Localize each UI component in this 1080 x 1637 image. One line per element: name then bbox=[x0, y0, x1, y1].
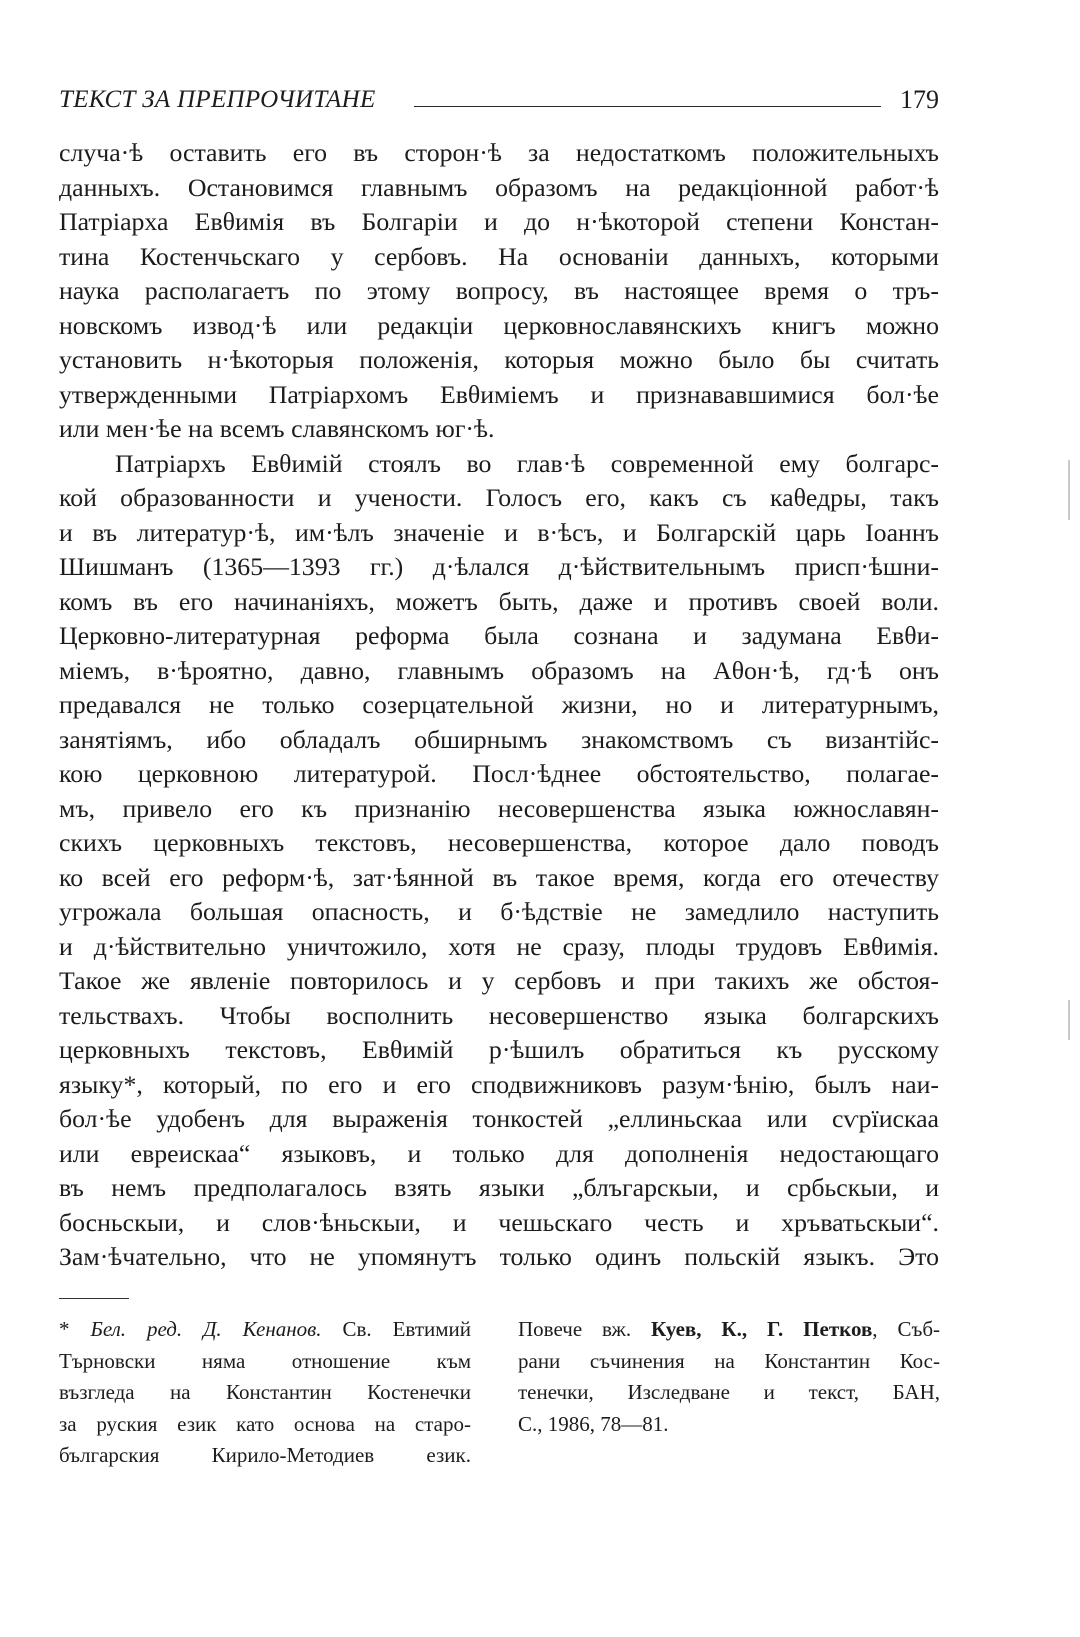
text-line: тельствахъ. Чтобы восполнить несовершенство языка болгарскихъ bbox=[59, 1000, 939, 1030]
footnote-marker: * bbox=[59, 1317, 70, 1341]
text-line: босньскыи, и слов·ѣньскыи, и чешьскаго честь и хръватьскыи“. bbox=[59, 1207, 939, 1237]
footnote-line: Търновски няма отношение към bbox=[59, 1348, 471, 1373]
text-line: кой образованности и учености. Голосъ его, какъ съ каθедры, такъ bbox=[59, 483, 939, 512]
text-line: языку*, который, по его и его сподвижниковъ разум·ѣнію, былъ наи- bbox=[59, 1069, 939, 1099]
text-line: міемъ, в·ѣроятно, давно, главнымъ образомъ на Аθон·ѣ, гд·ѣ онъ bbox=[59, 655, 939, 685]
text-line: Зам·ѣчательно, что не упомянутъ только одинъ польскій языкъ. Это bbox=[59, 1242, 939, 1271]
text-line: церковныхъ текстовъ, Евθимій р·ѣшилъ обратиться къ русскому bbox=[59, 1035, 939, 1064]
scan-edge-mark bbox=[1068, 460, 1070, 520]
footnote-line: възгледа на Константин Костенечки bbox=[59, 1380, 471, 1404]
text-line: и въ литератур·ѣ, им·ѣлъ значеніе и в·ѣсъ, и Болгарскій царь Іоаннъ bbox=[59, 517, 939, 547]
text-line: Патріарха Евθимія въ Болгаріи и до н·ѣкоторой степени Констан- bbox=[59, 207, 939, 236]
text-line: ко всей его реформ·ѣ, зат·ѣянной въ такое время, когда его отечеству bbox=[59, 862, 939, 892]
text-line: Шишманъ (1365—1393 гг.) д·ѣлался д·ѣйствительнымъ присп·ѣшни- bbox=[59, 552, 939, 581]
text-line: мъ, привело его къ признанію несовершенства языка южнославян- bbox=[59, 793, 939, 823]
text-line: тина Костенчьскаго у сербовъ. На основаніи данныхъ, которыми bbox=[59, 241, 939, 271]
page-number: 179 bbox=[900, 85, 939, 114]
running-head-rule bbox=[414, 106, 881, 107]
footnote-text: , Съб- bbox=[872, 1317, 940, 1341]
running-head-title: ТЕКСТ ЗА ПРЕПРОЧИТАНЕ bbox=[59, 86, 376, 113]
text-line: бол·ѣе удобенъ для выраженія тонкостей „еллиньскаа или сѵрїискаа bbox=[59, 1104, 939, 1133]
text-line: въ немъ предполагалось взять языки „блъгарскыи, и србьскыи, и bbox=[59, 1173, 939, 1202]
text-line: Церковно-литературная реформа была сознана и задумана Евθи- bbox=[59, 621, 939, 650]
text-line: скихъ церковныхъ текстовъ, несовершенства, которое дало поводъ bbox=[59, 828, 939, 857]
text-line: утвержденными Патріархомъ Евθиміемъ и признававшимися бол·ѣе bbox=[59, 379, 939, 409]
footnote-line bbox=[518, 1314, 940, 1346]
text-line: занятіямъ, ибо обладалъ обширнымъ знакомствомъ съ византійс- bbox=[59, 724, 939, 754]
footnote-line: С., 1986, 78—81. bbox=[518, 1411, 669, 1436]
text-line: и д·ѣйствительно уничтожило, хотя не сразу, плоды трудовъ Евθимія. bbox=[59, 931, 939, 961]
footnote-editor-ref: Бел. ред. Д. Кенанов. bbox=[90, 1317, 322, 1341]
text-line: данныхъ. Остановимся главнымъ образомъ на редакціонной работ·ѣ bbox=[59, 172, 939, 202]
footnote-editor-note bbox=[59, 1314, 471, 1472]
footnote-line: българския Кирило-Методиев език. bbox=[59, 1443, 471, 1467]
text-line: случа·ѣ оставить его въ сторон·ѣ за недостаткомъ положительныхъ bbox=[59, 138, 939, 167]
text-line: или мен·ѣе на всемъ славянскомъ юг·ѣ. bbox=[59, 414, 495, 443]
text-line: новскомъ извод·ѣ или редакціи церковнославянскихъ книгъ можно bbox=[59, 310, 939, 340]
footnote-authors: Куев, К., Г. Петков bbox=[651, 1317, 873, 1341]
footnote-text: Повече вж. bbox=[518, 1317, 632, 1341]
footnote-line: за руския език като основа на старо- bbox=[59, 1411, 471, 1436]
running-head bbox=[59, 85, 939, 121]
scan-edge-mark bbox=[1068, 1000, 1070, 1040]
footnote-line bbox=[59, 1314, 471, 1346]
footnote-reference bbox=[518, 1314, 940, 1440]
text-line: установить н·ѣкоторыя положенія, которыя можно было бы считать bbox=[59, 345, 939, 374]
footnote-text: Св. Евтимий bbox=[342, 1317, 472, 1341]
text-line: наука располагаетъ по этому вопросу, въ настоящее время о тръ- bbox=[59, 276, 939, 305]
text-line: комъ въ его начинаніяхъ, можетъ быть, даже и противъ своей воли. bbox=[59, 586, 939, 616]
footnote-line: рани съчинения на Константин Кос- bbox=[518, 1348, 940, 1373]
text-line: кою церковною литературой. Посл·ѣднее обстоятельство, полагае- bbox=[59, 759, 939, 788]
footnote-line: тенечки, Изследване и текст, БАН, bbox=[518, 1380, 940, 1404]
main-text bbox=[59, 136, 939, 1275]
text-line: предавался не только созерцательной жизни, но и литературнымъ, bbox=[59, 690, 939, 719]
footnote-rule bbox=[59, 1298, 129, 1299]
text-line: угрожала большая опасность, и б·ѣдствіе не замедлило наступить bbox=[59, 897, 939, 926]
text-line: Такое же явленіе повторилось и у сербовъ и при такихъ же обстоя- bbox=[59, 966, 939, 995]
text-line: Патріархъ Евθимій стоялъ во глав·ѣ современной ему болгарс- bbox=[115, 448, 939, 478]
text-line: или евреискаа“ языковъ, и только для дополненія недостающаго bbox=[59, 1138, 939, 1168]
